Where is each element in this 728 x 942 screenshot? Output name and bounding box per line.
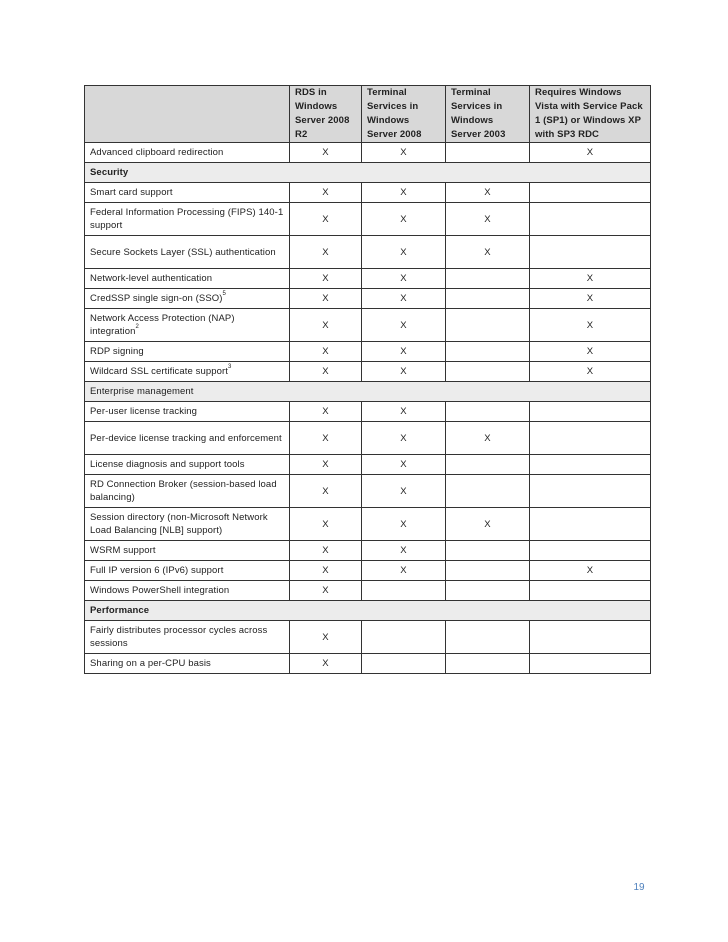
support-mark-cell	[446, 309, 530, 342]
feature-name-cell	[85, 402, 290, 422]
feature-name-cell	[85, 508, 290, 541]
feature-name: Advanced clipboard redirection	[90, 147, 224, 158]
table-row	[85, 475, 651, 508]
table-row	[85, 309, 651, 342]
table-row	[85, 143, 651, 163]
feature-comparison-table	[84, 85, 651, 674]
footnote-marker: 2	[135, 324, 139, 330]
support-mark-cell: X	[290, 143, 362, 163]
support-mark-cell	[446, 581, 530, 601]
header-ts-2003: Terminal Services in Windows Server 2003	[446, 86, 530, 143]
support-mark-cell: X	[530, 143, 651, 163]
support-mark-cell: X	[530, 342, 651, 362]
feature-name: Per-device license tracking and enforcement	[90, 432, 282, 444]
feature-name: Federal Information Processing (FIPS) 140-1 support	[90, 207, 284, 231]
support-mark-cell	[446, 621, 530, 654]
table-row	[85, 236, 651, 269]
feature-name-cell	[85, 269, 290, 289]
support-mark-cell: X	[362, 143, 446, 163]
support-mark-cell: X	[362, 236, 446, 269]
feature-name-cell	[85, 475, 290, 508]
support-mark-cell: X	[362, 269, 446, 289]
table-row	[85, 581, 651, 601]
feature-name: Network Access Protection (NAP) integration	[90, 313, 235, 337]
support-mark-cell: X	[290, 541, 362, 561]
support-mark-cell: X	[290, 561, 362, 581]
table-row	[85, 362, 651, 382]
feature-name-cell	[85, 561, 290, 581]
feature-name-cell	[85, 236, 290, 269]
feature-name: WSRM support	[90, 545, 156, 556]
support-mark-cell: X	[530, 269, 651, 289]
support-mark-cell: X	[530, 289, 651, 309]
footnote-marker: 3	[228, 364, 232, 370]
feature-name-cell	[85, 143, 290, 163]
support-mark-cell	[530, 508, 651, 541]
support-mark-cell: X	[362, 422, 446, 455]
feature-name: Secure Sockets Layer (SSL) authentication	[90, 246, 276, 258]
support-mark-cell: X	[290, 269, 362, 289]
support-mark-cell: X	[530, 309, 651, 342]
support-mark-cell: X	[362, 561, 446, 581]
support-mark-cell	[446, 541, 530, 561]
feature-name: Wildcard SSL certificate support	[90, 366, 229, 377]
support-mark-cell: X	[362, 342, 446, 362]
support-mark-cell: X	[290, 422, 362, 455]
feature-name-cell	[85, 621, 290, 654]
table-row	[85, 402, 651, 422]
support-mark-cell: X	[446, 236, 530, 269]
support-mark-cell: X	[362, 455, 446, 475]
feature-name: Network-level authentication	[90, 273, 213, 284]
support-mark-cell: X	[362, 508, 446, 541]
support-mark-cell: X	[446, 508, 530, 541]
feature-name-cell	[85, 581, 290, 601]
support-mark-cell	[530, 236, 651, 269]
support-mark-cell: X	[290, 508, 362, 541]
support-mark-cell	[446, 561, 530, 581]
section-title: Enterprise management	[85, 382, 651, 402]
header-requires-client: Requires Windows Vista with Service Pack 1 (SP1) or Windows XP with SP3 RDC	[530, 86, 651, 143]
support-mark-cell: X	[362, 475, 446, 508]
table-row	[85, 289, 651, 309]
section-title: Security	[85, 163, 651, 183]
feature-name: Fairly distributes processor cycles across sessions	[90, 625, 268, 649]
support-mark-cell	[446, 269, 530, 289]
support-mark-cell	[446, 362, 530, 382]
header-rds-2008-r2: RDS in Windows Server 2008 R2	[290, 86, 362, 143]
support-mark-cell	[446, 342, 530, 362]
support-mark-cell: X	[290, 183, 362, 203]
feature-name-cell	[85, 362, 290, 382]
support-mark-cell: X	[446, 422, 530, 455]
support-mark-cell: X	[362, 309, 446, 342]
support-mark-cell: X	[362, 402, 446, 422]
feature-name: RD Connection Broker (session-based load balancing)	[90, 479, 277, 503]
feature-name: Sharing on a per-CPU basis	[90, 658, 211, 669]
support-mark-cell	[446, 289, 530, 309]
support-mark-cell: X	[290, 402, 362, 422]
support-mark-cell: X	[362, 289, 446, 309]
support-mark-cell	[530, 402, 651, 422]
support-mark-cell	[362, 654, 446, 674]
feature-name-cell	[85, 342, 290, 362]
support-mark-cell	[446, 402, 530, 422]
header-ts-2008: Terminal Services in Windows Server 2008	[362, 86, 446, 143]
support-mark-cell: X	[290, 455, 362, 475]
feature-name-cell	[85, 309, 290, 342]
feature-name: Windows PowerShell integration	[90, 585, 230, 596]
support-mark-cell: X	[290, 475, 362, 508]
support-mark-cell	[530, 455, 651, 475]
table-row	[85, 455, 651, 475]
feature-name-cell	[85, 422, 290, 455]
table-row	[85, 183, 651, 203]
support-mark-cell: X	[290, 621, 362, 654]
feature-name: RDP signing	[90, 346, 144, 357]
support-mark-cell: X	[446, 203, 530, 236]
support-mark-cell	[362, 621, 446, 654]
support-mark-cell	[446, 143, 530, 163]
feature-name: Session directory (non-Microsoft Network Load Balancing [NLB] support)	[90, 512, 268, 536]
table-body	[85, 143, 651, 674]
feature-name: CredSSP single sign-on (SSO)	[90, 293, 223, 304]
footnote-marker: 5	[222, 291, 226, 297]
support-mark-cell	[530, 203, 651, 236]
page-number: 19	[633, 882, 645, 893]
support-mark-cell: X	[290, 581, 362, 601]
feature-name: Full IP version 6 (IPv6) support	[90, 565, 224, 576]
support-mark-cell: X	[290, 236, 362, 269]
table-row	[85, 654, 651, 674]
support-mark-cell: X	[362, 183, 446, 203]
support-mark-cell	[446, 654, 530, 674]
feature-name: Smart card support	[90, 187, 173, 198]
support-mark-cell: X	[530, 362, 651, 382]
support-mark-cell: X	[290, 342, 362, 362]
section-row	[85, 601, 651, 621]
table-row	[85, 621, 651, 654]
table-row	[85, 342, 651, 362]
support-mark-cell	[530, 581, 651, 601]
feature-name-cell	[85, 289, 290, 309]
support-mark-cell	[530, 621, 651, 654]
support-mark-cell	[446, 455, 530, 475]
table-row	[85, 561, 651, 581]
support-mark-cell: X	[290, 289, 362, 309]
support-mark-cell	[530, 422, 651, 455]
support-mark-cell: X	[530, 561, 651, 581]
feature-name-cell	[85, 541, 290, 561]
support-mark-cell: X	[362, 362, 446, 382]
table-row	[85, 422, 651, 455]
table-row	[85, 508, 651, 541]
support-mark-cell	[530, 475, 651, 508]
table-row	[85, 269, 651, 289]
section-row	[85, 163, 651, 183]
section-title: Performance	[85, 601, 651, 621]
support-mark-cell	[530, 541, 651, 561]
section-row	[85, 382, 651, 402]
table-row	[85, 203, 651, 236]
feature-name-cell	[85, 455, 290, 475]
table-header-row	[85, 86, 651, 143]
feature-name: License diagnosis and support tools	[90, 459, 245, 470]
header-cell-empty	[85, 86, 290, 143]
support-mark-cell	[530, 183, 651, 203]
table-row	[85, 541, 651, 561]
feature-name-cell	[85, 183, 290, 203]
support-mark-cell: X	[362, 541, 446, 561]
support-mark-cell: X	[290, 362, 362, 382]
support-mark-cell	[362, 581, 446, 601]
feature-name: Per-user license tracking	[90, 406, 198, 417]
support-mark-cell	[446, 475, 530, 508]
support-mark-cell: X	[290, 309, 362, 342]
support-mark-cell: X	[362, 203, 446, 236]
support-mark-cell: X	[290, 203, 362, 236]
support-mark-cell	[530, 654, 651, 674]
feature-name-cell	[85, 203, 290, 236]
support-mark-cell: X	[290, 654, 362, 674]
feature-name-cell	[85, 654, 290, 674]
support-mark-cell: X	[446, 183, 530, 203]
